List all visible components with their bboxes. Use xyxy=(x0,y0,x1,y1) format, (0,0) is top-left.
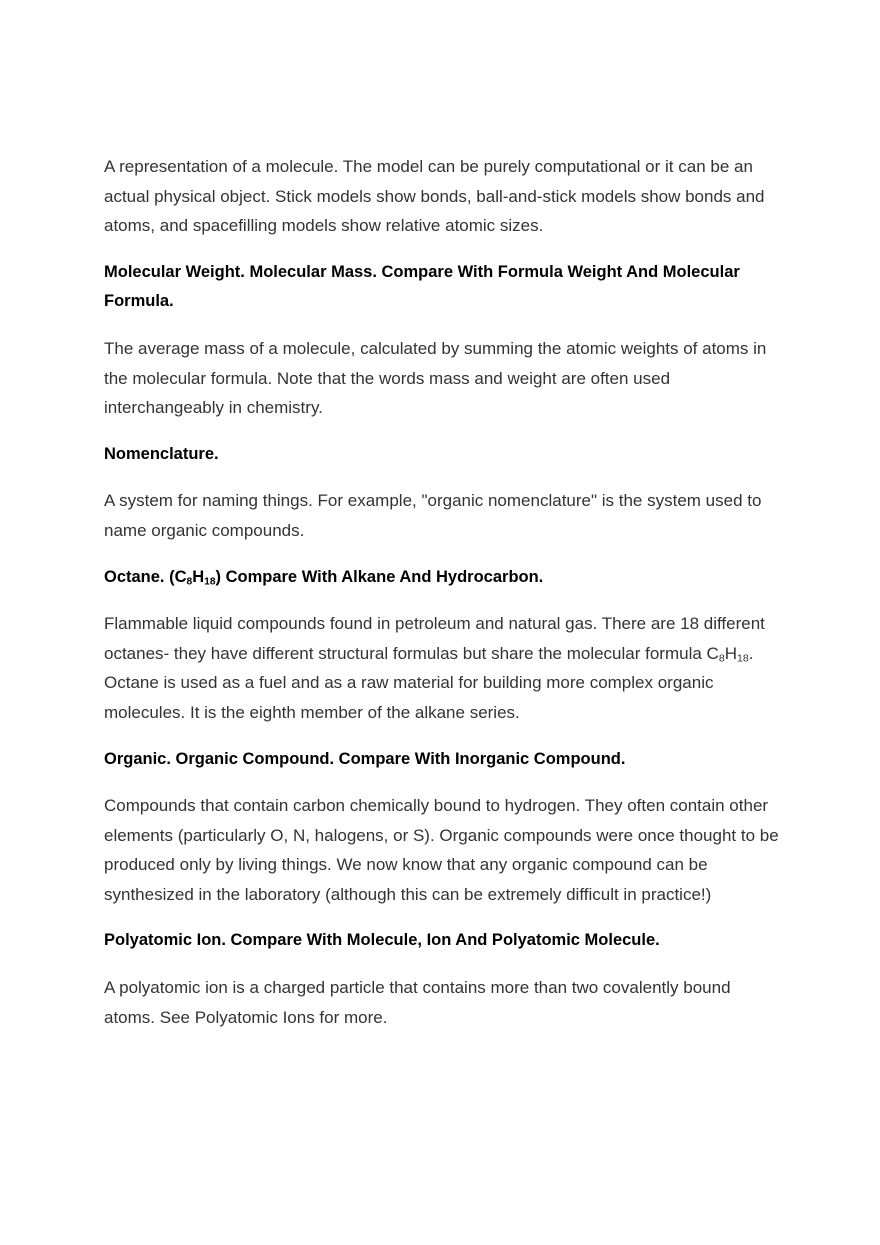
nomenclature-definition: A system for naming things. For example, "organic nomenclature" is the system used to name organic compounds. xyxy=(104,491,762,540)
octane-term-prefix: Octane. (C xyxy=(104,567,187,586)
nomenclature-term: Nomenclature. xyxy=(104,444,219,463)
octane-def-hydrogen-count: 18 xyxy=(736,652,749,665)
octane-def-hydrogen: H xyxy=(724,643,737,663)
octane-term xyxy=(104,563,784,593)
polyatomic-ion-term: Polyatomic Ion. Compare With Molecule, Ion And Polyatomic Molecule. xyxy=(104,931,660,950)
molecular-weight-definition: The average mass of a molecule, calculated by summing the atomic weights of atoms in the molecular formula. Note that the words mass and weight are often used interchangeably in chemistry. xyxy=(104,338,767,418)
octane-term-carbon-count: 8 xyxy=(186,576,193,588)
organic-definition: Compounds that contain carbon chemically bound to hydrogen. They often contain other elements (particularly O, N, halogens, or S). Organic compounds were once thought to be produced only by living things. We now know that any organic compound can be synthesized in the laboratory (although this can be extremely difficult in practice!) xyxy=(104,796,779,904)
octane-def-part2: . Octane is used as a fuel and as a raw material for building more complex organic molecules. It is the eighth member of the alkane series. xyxy=(104,643,754,722)
octane-def-carbon-count: 8 xyxy=(718,652,725,665)
octane-term-hydrogen: H xyxy=(192,567,205,586)
glossary-page xyxy=(104,152,784,1049)
octane-definition xyxy=(104,609,784,727)
organic-term: Organic. Organic Compound. Compare With Inorganic Compound. xyxy=(104,749,626,768)
molecular-model-definition: A representation of a molecule. The model can be purely computational or it can be an actual physical object. Stick models show bonds, ball-and-stick models show bonds and atoms, and spacefilling models show relative atomic sizes. xyxy=(104,157,765,236)
molecular-weight-term: Molecular Weight. Molecular Mass. Compare With Formula Weight And Molecular Formula. xyxy=(104,262,740,311)
octane-def-part1: Flammable liquid compounds found in petroleum and natural gas. There are 18 different octanes- they have different structural formulas but share the molecular formula C xyxy=(104,614,765,663)
octane-term-hydrogen-count: 18 xyxy=(204,576,216,588)
octane-term-suffix: ) Compare With Alkane And Hydrocarbon. xyxy=(215,567,544,586)
polyatomic-ion-definition: A polyatomic ion is a charged particle that contains more than two covalently bound atoms. See Polyatomic Ions for more. xyxy=(104,978,731,1027)
